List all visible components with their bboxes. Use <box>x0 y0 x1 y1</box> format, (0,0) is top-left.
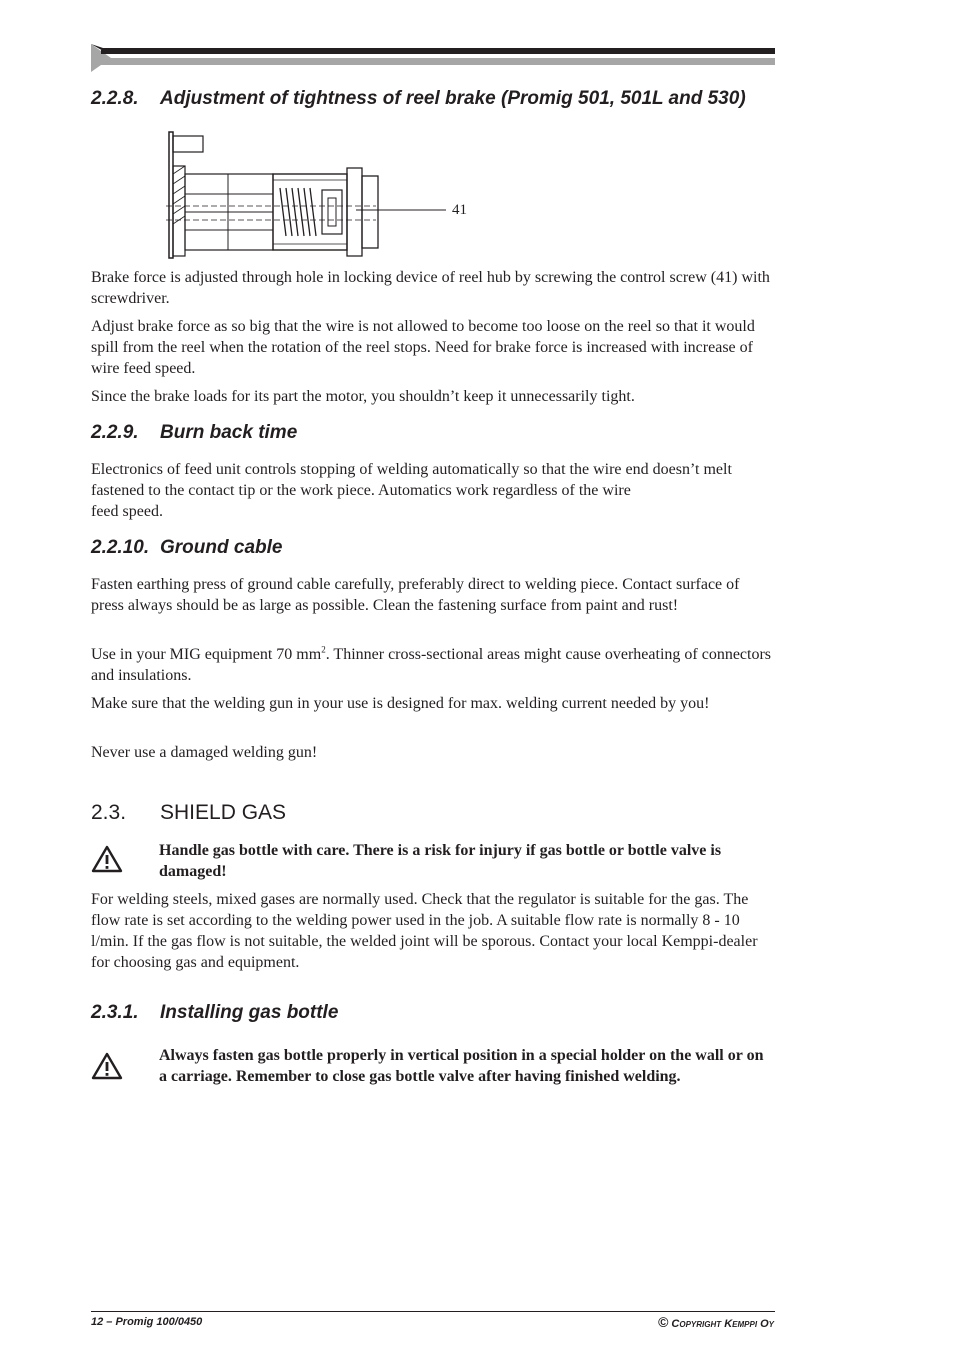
paragraph-line: feed speed. <box>91 503 163 520</box>
paragraph <box>91 459 775 522</box>
paragraph: Brake force is adjusted through hole in locking device of reel hub by screwing the control screw (41) with screwdriver. <box>91 269 770 307</box>
paragraph <box>91 644 775 686</box>
section-number: 2.2.10. <box>91 537 150 558</box>
section-heading-2-2-8 <box>91 88 746 110</box>
section-title: Adjustment of tightness of reel brake (Promig 501, 501L and 530) <box>160 88 746 109</box>
footer-rule <box>91 1311 775 1312</box>
reel-brake-figure <box>166 128 476 262</box>
paragraph: For welding steels, mixed gases are normally used. Check that the regulator is suitable for the gas. The flow rate is set according to the welding power used in the job. A suitable flow rate is normally 8 - 10 l/min. If the gas flow is not suitable, the welded joint will be sporous. Contact your local Kemppi-dealer for choosing gas and equipment. <box>91 891 758 971</box>
paragraph: Since the brake loads for its part the motor, you shouldn’t keep it unnecessarily tight. <box>91 388 635 405</box>
copyright-text: Copyright Kemppi Oy <box>671 1318 774 1330</box>
section-number: 2.2.8. <box>91 88 139 109</box>
superscript: 2 <box>321 644 326 655</box>
section-title: Burn back time <box>160 422 298 443</box>
paragraph-line: Electronics of feed unit controls stopping of welding automatically so that the wire end doesn’t melt fastened to the contact tip or the work piece. Automatics work regardless of the wire <box>91 461 732 499</box>
paragraph: Adjust brake force as so big that the wire is not allowed to become too loose on the reel so that it would spill from the reel when the rotation of the reel stops. Need for brake force is increased with increase of wire feed speed. <box>91 318 755 377</box>
section-heading-2-3 <box>91 801 286 825</box>
section-heading-2-2-9 <box>91 422 297 444</box>
section-heading-2-2-10 <box>91 537 282 559</box>
text-run: Use in your MIG equipment 70 mm <box>91 646 322 663</box>
section-title: SHIELD GAS <box>160 801 287 824</box>
paragraph: Make sure that the welding gun in your use is designed for max. welding current needed by you! <box>91 695 710 712</box>
footer-page-info: 12 – Promig 100/0450 <box>91 1316 203 1328</box>
text-run: . Thinner cross-sectional areas might cause overheating of connectors and insulations. <box>91 646 772 684</box>
section-title: Ground cable <box>160 537 283 558</box>
paragraph: Fasten earthing press of ground cable carefully, preferably direct to welding piece. Contact surface of press always should be as large as possible. Clean the fastening surface from paint and rust! <box>91 576 740 614</box>
paragraph: Never use a damaged welding gun! <box>91 744 318 761</box>
figure-label-41: 41 <box>452 202 467 218</box>
footer-copyright <box>658 1315 774 1331</box>
warning-text: Always fasten gas bottle properly in vertical position in a special holder on the wall or on a carriage. Remember to close gas bottle valve after having finished welding. <box>159 1047 764 1085</box>
warning-triangle-icon <box>91 1052 123 1080</box>
copyright-icon: © <box>658 1314 669 1330</box>
section-heading-2-3-1 <box>91 1002 338 1024</box>
header-bar <box>91 44 775 72</box>
section-number: 2.3.1. <box>91 1002 139 1023</box>
warning-text: Handle gas bottle with care. There is a risk for injury if gas bottle or bottle valve is damaged! <box>159 842 722 880</box>
section-number: 2.2.9. <box>91 422 139 443</box>
section-number: 2.3. <box>91 801 127 824</box>
warning-triangle-icon <box>91 845 123 873</box>
section-title: Installing gas bottle <box>160 1002 339 1023</box>
